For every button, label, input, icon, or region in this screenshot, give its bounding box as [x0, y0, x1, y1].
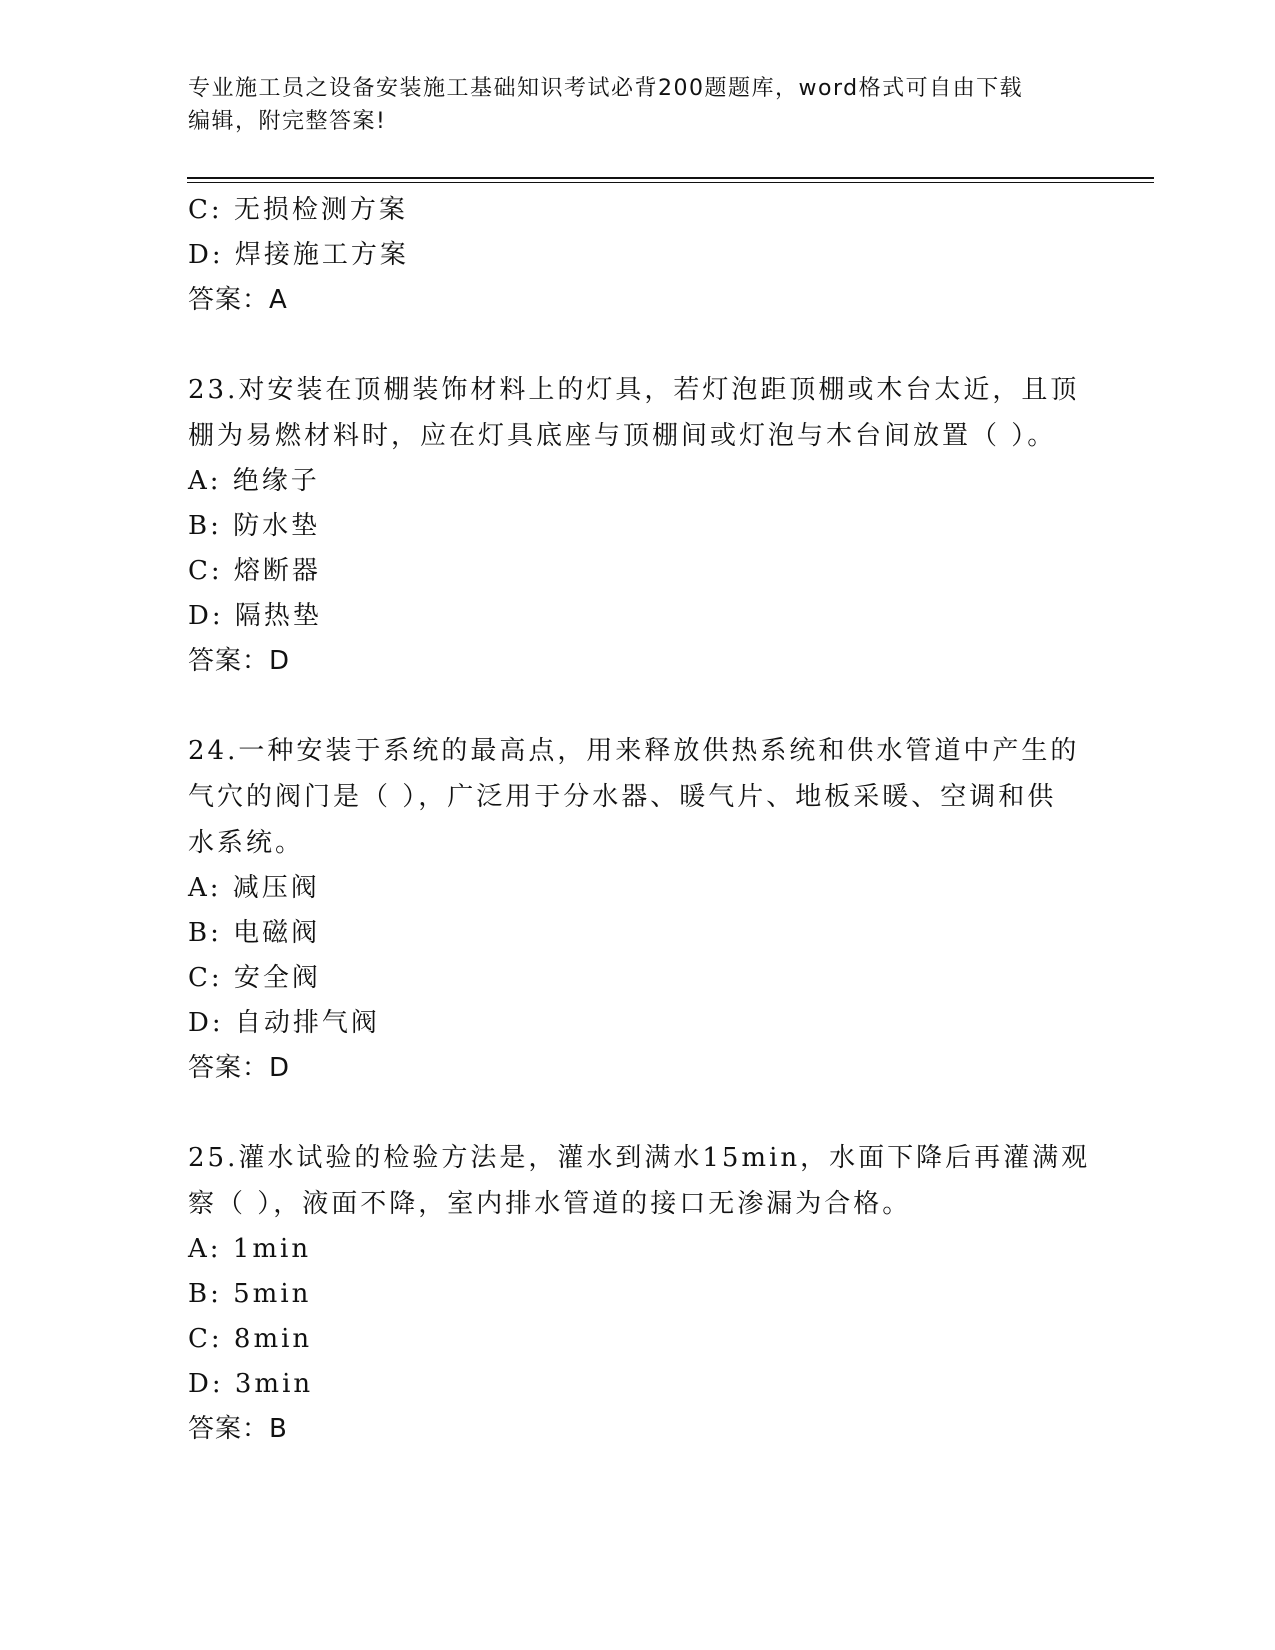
option-b: B: 防水垫 [188, 511, 321, 541]
question-text-line: 24.一种安装于系统的最高点，用来释放供热系统和供水管道中产生的 [188, 736, 1080, 766]
question-text-line: 25.灌水试验的检验方法是，灌水到满水15min，水面下降后再灌满观 [188, 1143, 1091, 1173]
question-text-line: 23.对安装在顶棚装饰材料上的灯具，若灯泡距顶棚或木台太近，且顶 [188, 375, 1080, 405]
spacer [188, 323, 1088, 367]
option-a: A: 1min [188, 1234, 312, 1264]
option-d: D: 焊接施工方案 [188, 240, 409, 270]
header-title-line-1: 专业施工员之设备安装施工基础知识考试必背200题题库，word格式可自由下载 [188, 76, 1024, 101]
question-text-line: 水系统。 [188, 828, 305, 858]
answer: 答案：D [188, 646, 291, 676]
option-b: B: 电磁阀 [188, 918, 321, 948]
question-23 [188, 367, 1088, 684]
option-c: C: 熔断器 [188, 556, 321, 586]
option-b: B: 5min [188, 1279, 312, 1309]
option-d: D: 3min [188, 1369, 314, 1399]
option-d: D: 隔热垫 [188, 601, 322, 631]
question-22-tail [188, 188, 1088, 323]
question-text-line: 察（ ），液面不降，室内排水管道的接口无渗漏为合格。 [188, 1189, 912, 1219]
answer: 答案：D [188, 1053, 291, 1083]
page-header [188, 72, 1078, 138]
header-title-line-2: 编辑，附完整答案! [188, 109, 387, 134]
header-divider-thick [187, 177, 1154, 179]
header-divider-thin [187, 182, 1154, 183]
question-list [188, 188, 1091, 1452]
option-c: C: 8min [188, 1324, 313, 1354]
option-c: C: 无损检测方案 [188, 195, 408, 225]
question-25 [188, 1135, 1091, 1452]
option-a: A: 减压阀 [188, 873, 320, 903]
answer: 答案：A [188, 285, 288, 315]
option-c: C: 安全阀 [188, 963, 321, 993]
option-d: D: 自动排气阀 [188, 1008, 380, 1038]
question-24 [188, 728, 1088, 1091]
question-text-line: 气穴的阀门是（ ），广泛用于分水器、暖气片、地板采暖、空调和供 [188, 782, 1057, 812]
answer: 答案：B [188, 1414, 288, 1444]
spacer [188, 1091, 1088, 1135]
question-text-line: 棚为易燃材料时，应在灯具底座与顶棚间或灯泡与木台间放置（ ）。 [188, 421, 1057, 451]
option-a: A: 绝缘子 [188, 466, 320, 496]
spacer [188, 684, 1088, 728]
